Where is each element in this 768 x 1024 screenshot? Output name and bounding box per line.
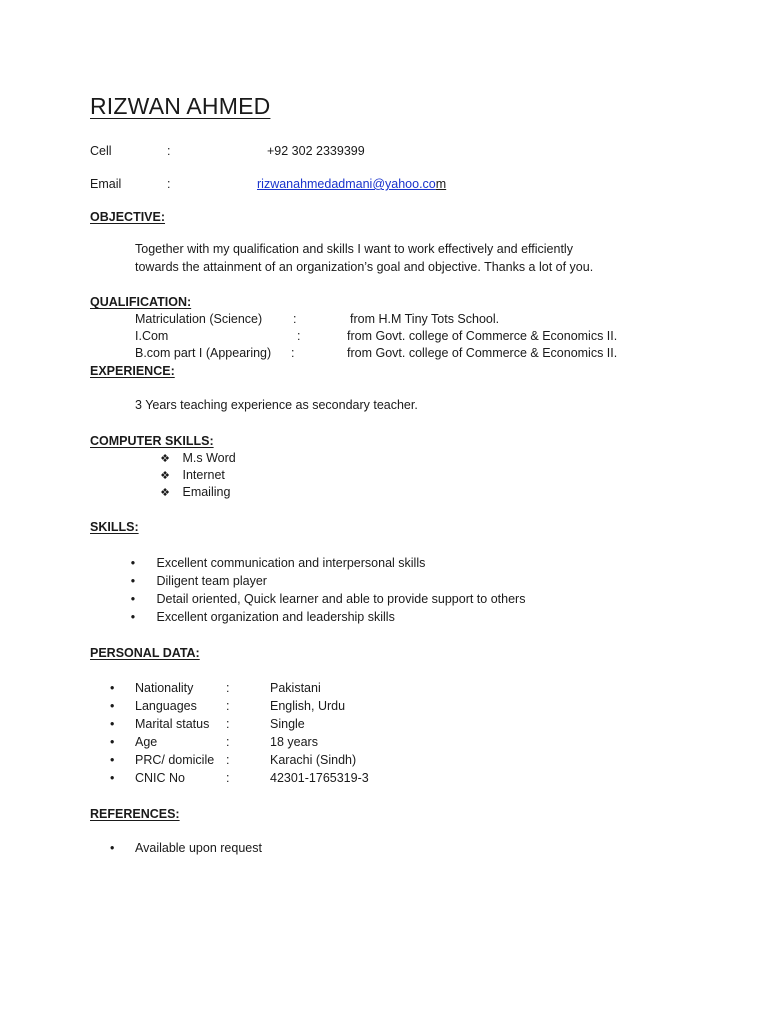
personal-label: Languages — [135, 699, 197, 713]
skill-item: Detail oriented, Quick learner and able to provide support to others — [156, 592, 526, 606]
skill-item: Diligent team player — [156, 574, 267, 588]
computer-skill: Internet — [182, 468, 225, 482]
computer-skills-heading: COMPUTER SKILLS: — [90, 434, 214, 448]
qualification-heading: QUALIFICATION: — [90, 295, 192, 309]
list-item — [158, 468, 225, 482]
experience-heading: EXPERIENCE: — [90, 364, 175, 378]
personal-value: Pakistani — [270, 681, 321, 695]
personal-value: 18 years — [270, 735, 318, 749]
candidate-name: RIZWAN AHMED — [90, 93, 271, 119]
bullet-icon: • — [110, 753, 115, 767]
qualification-separator: : — [297, 329, 301, 343]
cell-separator: : — [167, 144, 171, 158]
skill-item: Excellent communication and interpersonal skills — [156, 556, 426, 570]
qualification-institution: from Govt. college of Commerce & Economics II. — [347, 346, 618, 360]
qualification-degree: Matriculation (Science) — [135, 312, 263, 326]
experience-text: 3 Years teaching experience as secondary teacher. — [135, 398, 418, 412]
personal-separator: : — [226, 699, 230, 713]
qualification-degree: B.com part I (Appearing) — [135, 346, 272, 360]
bullet-icon: • — [110, 841, 115, 855]
bullet-icon: • — [130, 556, 136, 570]
diamond-bullet-icon: ❖ — [160, 470, 170, 482]
bullet-icon: • — [110, 717, 115, 731]
personal-value: Single — [270, 717, 305, 731]
objective-line-2: towards the attainment of an organization’s goal and objective. Thanks a lot of you. — [135, 260, 594, 274]
cell-label: Cell — [90, 144, 112, 158]
objective-heading: OBJECTIVE: — [90, 210, 166, 224]
personal-value: English, Urdu — [270, 699, 346, 713]
personal-label: PRC/ domicile — [135, 753, 215, 767]
personal-label: Marital status — [135, 717, 210, 731]
personal-label: Age — [135, 735, 158, 749]
qualification-institution: from H.M Tiny Tots School. — [350, 312, 500, 326]
email-value — [257, 177, 446, 191]
diamond-bullet-icon: ❖ — [160, 487, 170, 499]
references-text: Available upon request — [135, 841, 262, 855]
qualification-separator: : — [293, 312, 297, 326]
cell-value: +92 302 2339399 — [267, 144, 365, 158]
bullet-icon: • — [130, 574, 136, 588]
personal-separator: : — [226, 735, 230, 749]
qualification-institution: from Govt. college of Commerce & Economics II. — [347, 329, 618, 343]
skills-heading: SKILLS: — [90, 520, 139, 534]
personal-separator: : — [226, 753, 230, 767]
personal-separator: : — [226, 681, 230, 695]
email-label: Email — [90, 177, 122, 191]
personal-label: Nationality — [135, 681, 194, 695]
bullet-icon: • — [110, 735, 115, 749]
diamond-bullet-icon: ❖ — [160, 453, 170, 465]
personal-separator: : — [226, 771, 230, 785]
list-item — [126, 574, 267, 588]
list-item — [126, 610, 395, 624]
bullet-icon: • — [110, 681, 115, 695]
skill-item: Excellent organization and leadership skills — [156, 610, 395, 624]
qualification-degree: I.Com — [135, 329, 169, 343]
personal-value: 42301-1765319-3 — [270, 771, 369, 785]
computer-skill: Emailing — [182, 485, 231, 499]
bullet-icon: • — [110, 771, 115, 785]
references-heading: REFERENCES: — [90, 807, 180, 821]
personal-label: CNIC No — [135, 771, 186, 785]
email-link[interactable]: rizwanahmedadmani@yahoo.co — [257, 177, 436, 191]
personal-value: Karachi (Sindh) — [270, 753, 357, 767]
qualification-separator: : — [291, 346, 295, 360]
computer-skill: M.s Word — [182, 451, 236, 465]
list-item — [158, 485, 230, 499]
bullet-icon: • — [110, 699, 115, 713]
bullet-icon: • — [130, 592, 136, 606]
objective-line-1: Together with my qualification and skills I want to work effectively and efficiently — [135, 242, 573, 256]
list-item — [126, 556, 425, 570]
personal-data-heading: PERSONAL DATA: — [90, 646, 200, 660]
personal-separator: : — [226, 717, 230, 731]
email-tail: m — [435, 177, 447, 191]
list-item — [158, 451, 236, 465]
email-separator: : — [167, 177, 171, 191]
list-item — [126, 592, 525, 606]
bullet-icon: • — [130, 610, 136, 624]
